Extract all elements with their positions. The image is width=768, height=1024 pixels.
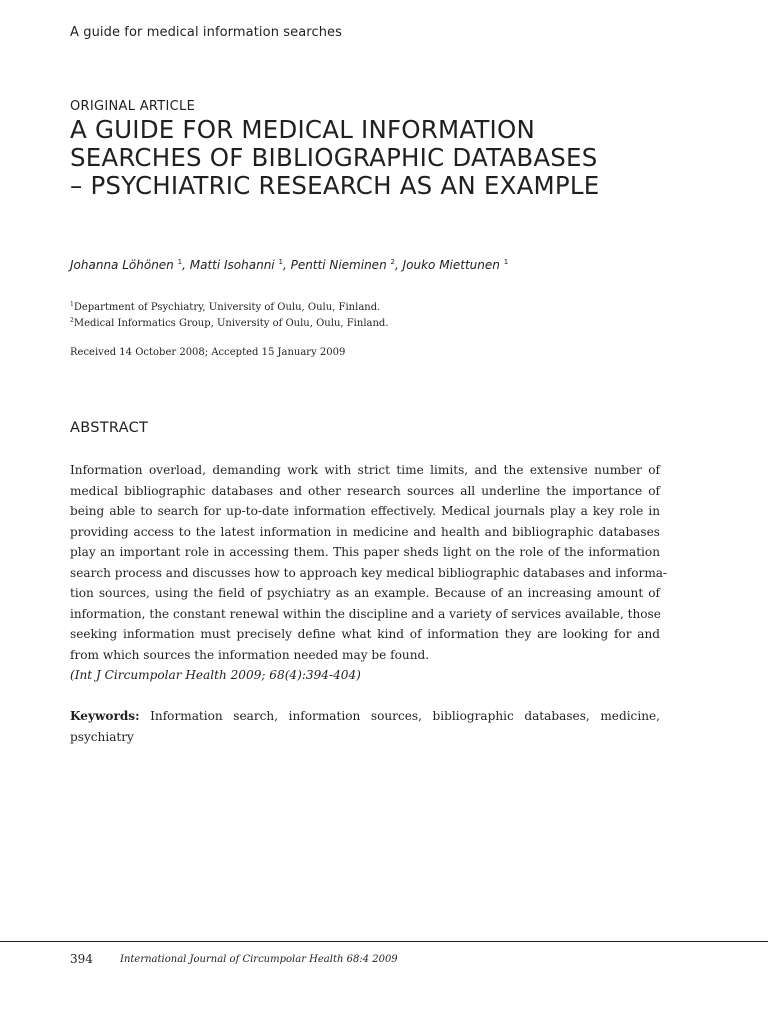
author-affiliation-mark: 2 [390, 258, 395, 266]
page-number: 394 [70, 952, 93, 966]
abstract-line: from which sources the information needed may be found. [70, 647, 430, 662]
article-title [70, 116, 710, 200]
affiliations [70, 298, 389, 330]
abstract-line: being able to search for up-to-date information effectively. Medical journals play a key role in [70, 504, 660, 518]
author-separator: , [182, 258, 190, 272]
journal-name: International Journal of Circumpolar Health 68:4 2009 [120, 954, 398, 965]
abstract-line: seeking information must precisely define what kind of information they are looking for and [70, 627, 660, 641]
author-name: Matti Isohanni [189, 258, 275, 272]
author-name: Jouko Miettunen [402, 258, 500, 272]
citation: (Int J Circumpolar Health 2009; 68(4):394-404) [70, 668, 361, 682]
abstract-line: Information overload, demanding work with strict time limits, and the extensive number of [70, 463, 660, 477]
abstract-line: medical bibliographic databases and other research sources all underline the importance of [70, 483, 660, 498]
abstract-line: information, the constant renewal within the discipline and a variety of services available, those [70, 606, 661, 621]
author-separator: , [394, 258, 403, 272]
received-dates: Received 14 October 2008; Accepted 15 January 2009 [70, 347, 346, 358]
author-list [70, 258, 508, 272]
keywords-line: psychiatry [70, 729, 134, 744]
keywords-label: Keywords: [70, 709, 140, 723]
affiliation-number: 2 [70, 317, 74, 324]
keywords-line [70, 706, 660, 727]
title-line: A GUIDE FOR MEDICAL INFORMATION [70, 115, 535, 144]
abstract-line: search process and discusses how to approach key medical bibliographic databases and informa- [70, 565, 668, 580]
abstract-line: play an important role in accessing them. This paper sheds light on the role of the information [70, 545, 660, 559]
abstract-line: providing access to the latest information in medicine and health and bibliographic databases [70, 524, 660, 539]
author-affiliation-mark: 1 [503, 258, 509, 266]
title-line: – PSYCHIATRIC RESEARCH AS AN EXAMPLE [70, 171, 600, 200]
keywords-text: Information search, information sources, bibliographic databases, medicine, [139, 709, 660, 723]
affiliation-text: Medical Informatics Group, University of Oulu, Oulu, Finland. [73, 318, 389, 329]
author-affiliation-mark: 1 [278, 258, 283, 266]
title-line: SEARCHES OF BIBLIOGRAPHIC DATABASES [70, 143, 598, 172]
abstract-body [70, 460, 668, 686]
author-affiliation-mark: 1 [177, 258, 183, 266]
affiliation-number: 1 [70, 301, 74, 308]
abstract-heading: ABSTRACT [70, 420, 149, 436]
footer-rule [0, 941, 768, 942]
keywords [70, 706, 660, 747]
abstract-line: tion sources, using the field of psychiatry as an example. Because of an increasing amount of [70, 586, 660, 600]
author-name: Johanna Löhönen [70, 258, 174, 272]
author-name: Pentti Nieminen [290, 258, 387, 272]
affiliation-text: Department of Psychiatry, University of Oulu, Oulu, Finland. [73, 302, 381, 313]
affiliation-item [70, 314, 389, 330]
affiliation-item [70, 298, 389, 314]
running-title: A guide for medical information searches [70, 25, 343, 40]
article-type: ORIGINAL ARTICLE [70, 99, 196, 114]
author-separator: , [282, 258, 291, 272]
